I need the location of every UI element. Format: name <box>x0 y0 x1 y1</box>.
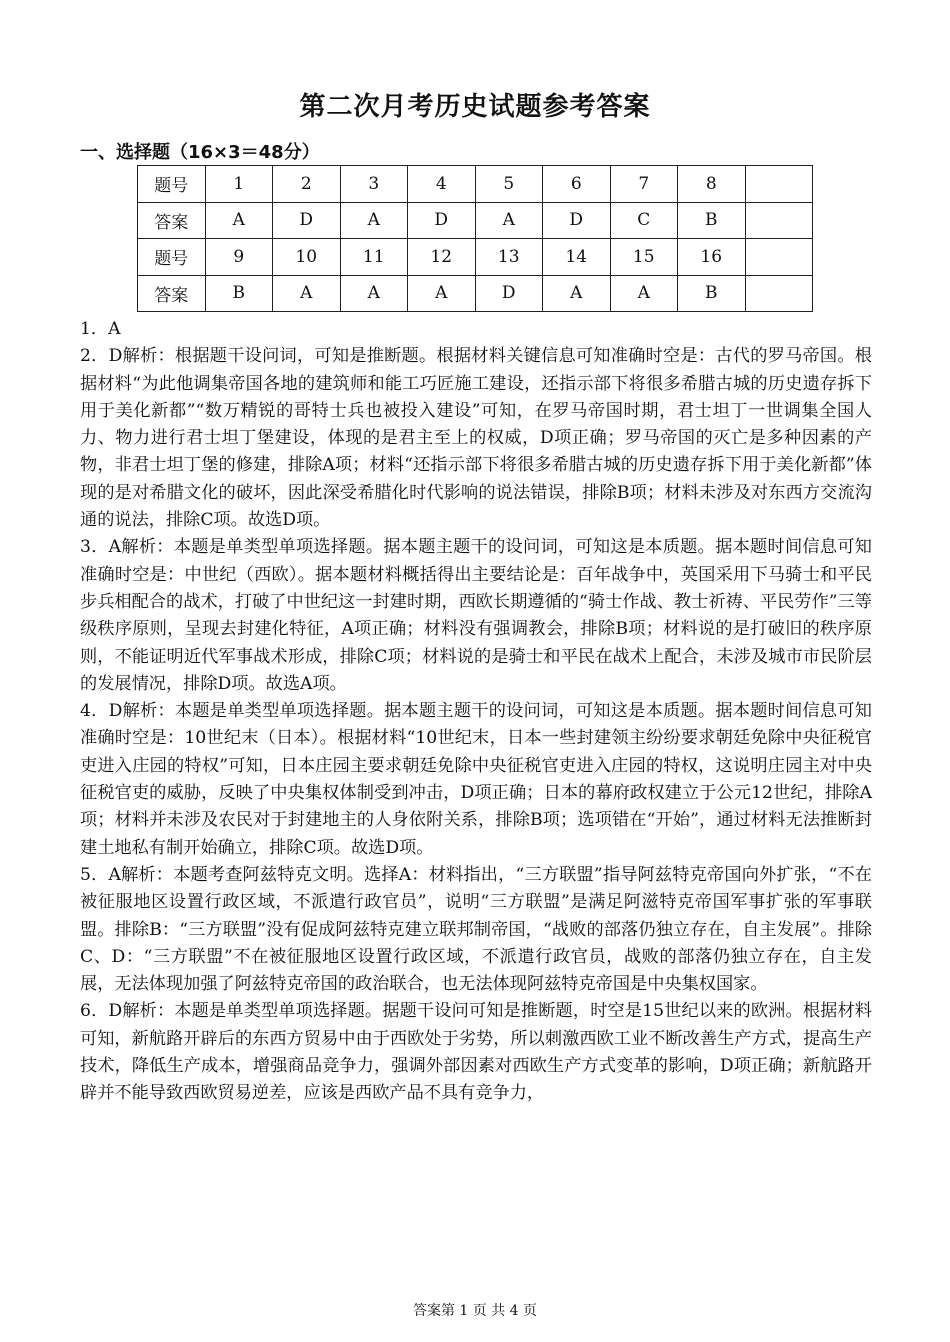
table-cell: 7 <box>610 166 678 203</box>
empty-cell <box>745 239 813 276</box>
header-cell: 答案 <box>138 275 206 312</box>
table-cell: B <box>678 202 746 239</box>
table-cell: 4 <box>408 166 476 203</box>
table-row <box>138 202 813 239</box>
table-cell: 2 <box>273 166 341 203</box>
table-cell: 5 <box>475 166 543 203</box>
table-cell: D <box>475 275 543 312</box>
table-cell: A <box>408 275 476 312</box>
table-row <box>138 166 813 203</box>
table-cell: A <box>543 275 611 312</box>
answer-paragraph: 1．A <box>80 319 121 339</box>
header-cell: 答案 <box>138 202 206 239</box>
table-row <box>138 275 813 312</box>
table-cell: 12 <box>408 239 476 276</box>
table-cell: D <box>273 202 341 239</box>
table-row <box>138 239 813 276</box>
table-cell: B <box>678 275 746 312</box>
table-cell: C <box>610 202 678 239</box>
page-title: 第二次月考历史试题参考答案 <box>299 92 651 122</box>
table-cell: 1 <box>205 166 273 203</box>
answer-table <box>137 165 813 312</box>
answer-paragraph: 2．D解析：根据题干设问词，可知是推断题。根据材料关键信息可知准确时空是：古代的罗马帝国。根据材料“为此他调集帝国各地的建筑师和能工巧匠施工建设，还指示部下将很多希腊古城的历史遗存拆下用于美化新都”“数万精锐的哥特士兵也被投入建设”可知，在罗马帝国时期，君士坦丁一世调集全国人力、物力进行君士坦丁堡建设，体现的是君主至上的权威，D项正确；罗马帝国的灭亡是多种因素的产物，非君士坦丁堡的修建，排除A项；材料“还指示部下将很多希腊古城的历史遗存拆下用于美化新都”体现的是对希腊文化的破坏，因此深受希腊化时代影响的说法错误，排除B项；材料未涉及对东西方交流沟通的说法，排除C项。故选D项。 <box>80 346 872 531</box>
header-cell: 题号 <box>138 166 206 203</box>
table-cell: D <box>543 202 611 239</box>
answer-paragraph: 3．A解析：本题是单类型单项选择题。据本题主题干的设问词，可知这是本质题。据本题时间信息可知准确时空是：中世纪（西欧）。据本题材料概括得出主要结论是：百年战争中，英国采用下马骑士和平民步兵相配合的战术，打破了中世纪这一封建时期，西欧长期遵循的“骑士作战、教士祈祷、平民劳作”三等级秩序原则，呈现去封建化特征，A项正确；材料没有强调教会，排除B项；材料说的是打破旧的秩序原则，不能证明近代军事战术形成，排除C项；材料说的是骑士和平民在战术上配合，未涉及城市市民阶层的发展情况，排除D项。故选A项。 <box>80 537 872 694</box>
table-cell: A <box>340 275 408 312</box>
table-cell: 10 <box>273 239 341 276</box>
table-cell: 15 <box>610 239 678 276</box>
answer-paragraph: 5．A解析：本题考查阿兹特克文明。选择A：材料指出，“三方联盟”指导阿兹特克帝国向外扩张，“不在被征服地区设置行政区域，不派遣行政官员”，说明“三方联盟”是满足阿滋特克帝国军事扩张的军事联盟。排除B：“三方联盟”没有促成阿兹特克建立联邦制帝国，“战败的部落仍独立存在，自主发展”。排除C、D：“三方联盟”不在被征服地区设置行政区域，不派遣行政官员，战败的部落仍独立存在，自主发展，无法体现加强了阿兹特克帝国的政治联合，也无法体现阿兹特克帝国是中央集权国家。 <box>80 864 872 995</box>
table-cell: A <box>273 275 341 312</box>
empty-cell <box>745 166 813 203</box>
section-heading: 一、选择题（16×3＝48分） <box>80 142 320 163</box>
answer-paragraph: 6．D解析：本题是单类型单项选择题。据题干设问可知是推断题，时空是15世纪以来的欧洲。根据材料可知，新航路开辟后的东西方贸易中由于西欧处于劣势，所以刺激西欧工业不断改善生产方式，提高生产技术，降低生产成本，增强商品竞争力，强调外部因素对西欧生产方式变革的影响，D项正确；新航路开辟并不能导致西欧贸易逆差，应该是西欧产品不具有竞争力， <box>80 1001 872 1104</box>
table-cell: 9 <box>205 239 273 276</box>
answer-paragraph: 4．D解析：本题是单类型单项选择题。据本题主题干的设问词，可知这是本质题。据本题时间信息可知准确时空是：10世纪末（日本）。根据材料“10世纪末，日本一些封建领主纷纷要求朝廷免除中央征税官吏进入庄园的特权”可知，日本庄园主要求朝廷免除中央征税官吏进入庄园的特权，这说明庄园主对中央征税官吏的威胁，反映了中央集权体制受到冲击，D项正确；日本的幕府政权建立于公元12世纪，排除A项；材料并未涉及农民对于封建地主的人身依附关系，排除B项；选项错在“开始”，通过材料无法推断封建土地私有制开始确立，排除C项。故选D项。 <box>80 701 872 858</box>
table-cell: 6 <box>543 166 611 203</box>
table-cell: A <box>205 202 273 239</box>
table-cell: B <box>205 275 273 312</box>
table-cell: A <box>475 202 543 239</box>
empty-cell <box>745 275 813 312</box>
table-cell: 14 <box>543 239 611 276</box>
page-footer: 答案第 1 页 共 4 页 <box>412 1303 538 1319</box>
table-cell: 8 <box>678 166 746 203</box>
table-cell: 3 <box>340 166 408 203</box>
table-cell: D <box>408 202 476 239</box>
table-cell: A <box>340 202 408 239</box>
header-cell: 题号 <box>138 239 206 276</box>
table-cell: 16 <box>678 239 746 276</box>
empty-cell <box>745 202 813 239</box>
table-cell: A <box>610 275 678 312</box>
answer-explanations <box>80 316 872 1108</box>
table-cell: 11 <box>340 239 408 276</box>
table-cell: 13 <box>475 239 543 276</box>
